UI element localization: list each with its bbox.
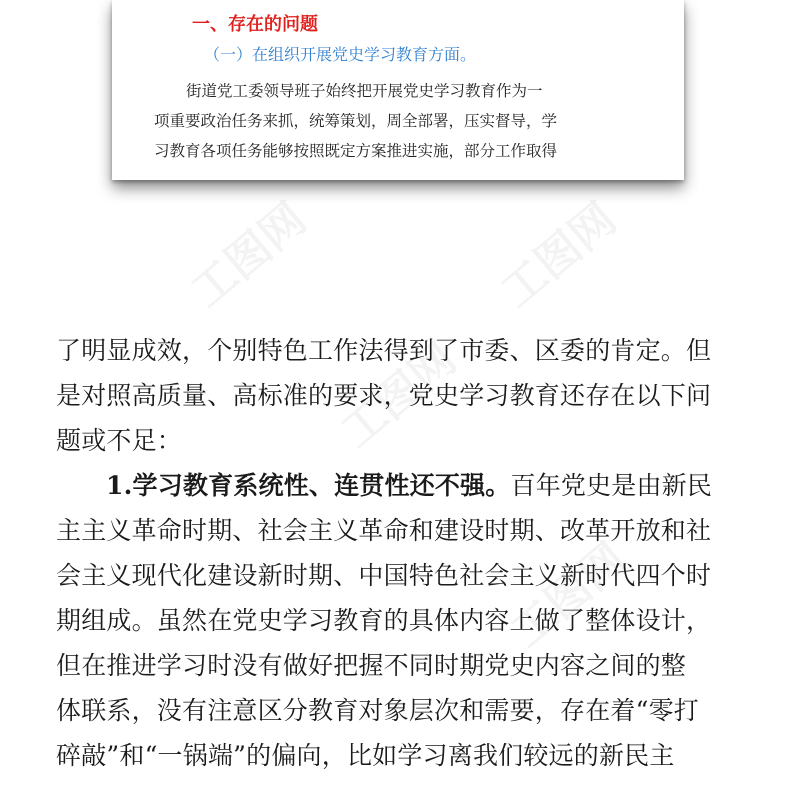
section-heading: 一、存在的问题 bbox=[192, 14, 318, 35]
point-1-heading: 1.学习教育系统性、连贯性还不强。 bbox=[106, 471, 511, 500]
document-preview-card bbox=[112, 0, 684, 180]
body-line: 期组成。虽然在党史学习教育的具体内容上做了整体设计， bbox=[56, 606, 712, 635]
watermark-icon: 工图网 bbox=[491, 193, 626, 318]
body-line: 碎敲”和“一锅端”的偏向，比如学习离我们较远的新民主 bbox=[56, 741, 675, 770]
subsection-heading: （一）在组织开展党史学习教育方面。 bbox=[204, 45, 477, 64]
watermark-icon: 工图网 bbox=[331, 333, 466, 458]
body-text bbox=[56, 328, 756, 778]
body-line: 主主义革命时期、社会主义革命和建设时期、改革开放和社 bbox=[56, 516, 712, 545]
card-line: 习教育各项任务能够按照既定方案推进实施，部分工作取得 bbox=[154, 142, 558, 160]
point-1-text: 百年党史是由新民 bbox=[510, 471, 713, 500]
body-line: 题或不足： bbox=[56, 426, 183, 455]
watermark-icon: 工图网 bbox=[501, 533, 636, 658]
body-line: 是对照高质量、高标准的要求，党史学习教育还存在以下问 bbox=[56, 381, 712, 410]
body-line: 会主义现代化建设新时期、中国特色社会主义新时代四个时 bbox=[56, 561, 712, 590]
point-1-line bbox=[56, 463, 756, 508]
body-line: 但在推进学习时没有做好把握不同时期党史内容之间的整 bbox=[56, 651, 687, 680]
card-line: 项重要政治任务来抓，统筹策划，周全部署，压实督导，学 bbox=[154, 112, 558, 130]
body-line: 了明显成效，个别特色工作法得到了市委、区委的肯定。但 bbox=[56, 336, 712, 365]
watermark-icon: 工图网 bbox=[181, 193, 316, 318]
card-paragraph bbox=[154, 76, 654, 166]
card-line: 街道党工委领导班子始终把开展党史学习教育作为一 bbox=[186, 82, 543, 100]
body-line: 体联系，没有注意区分教育对象层次和需要，存在着“零打 bbox=[56, 696, 699, 725]
